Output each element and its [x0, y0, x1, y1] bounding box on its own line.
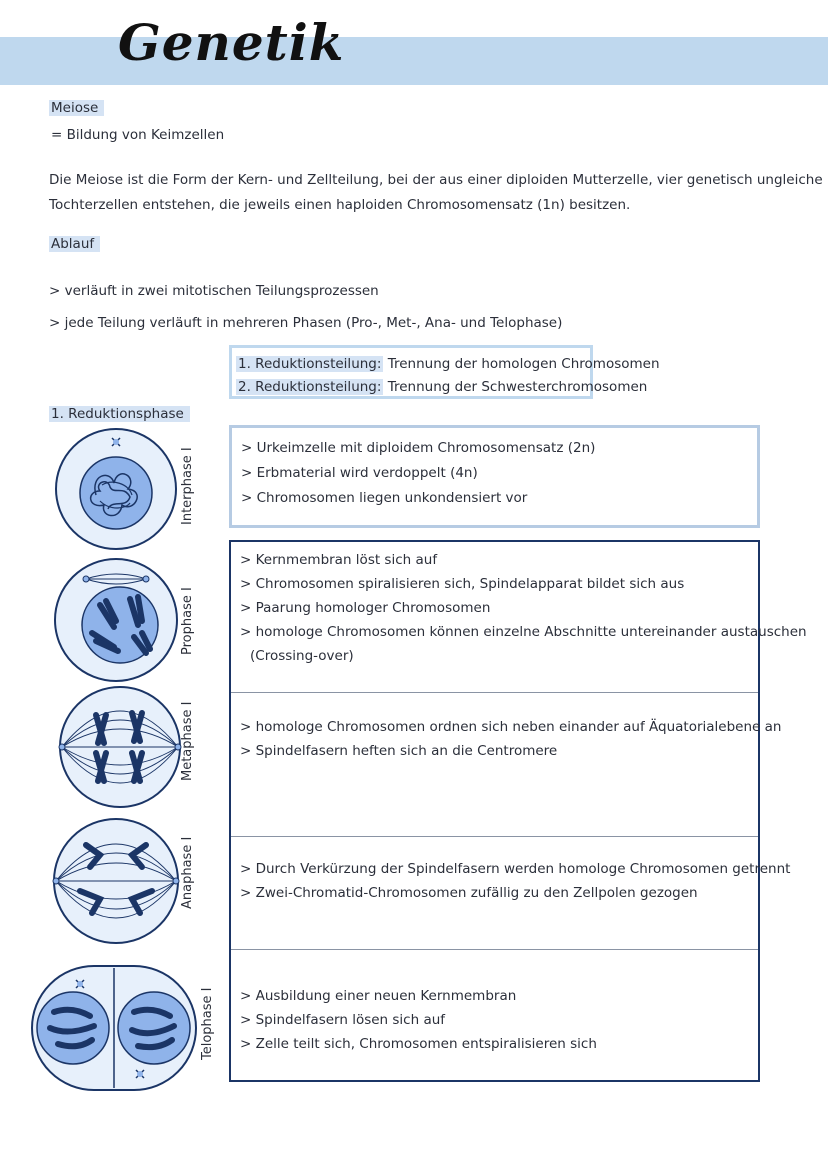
meiose-definition: = Bildung von Keimzellen: [51, 127, 225, 143]
phase-item: > Kernmembran löst sich auf: [240, 552, 438, 568]
phase-item: > Zwei-Chromatid-Chromosomen zufällig zu den Zellpolen gezogen: [240, 885, 698, 901]
phases-box: [229, 540, 807, 1082]
phase-item: > Durch Verkürzung der Spindelfasern werden homologe Chromosomen getrennt: [240, 861, 791, 877]
ablauf-heading: Ablauf: [49, 236, 100, 252]
phase-item: > Chromosomen liegen unkondensiert vor: [241, 490, 528, 506]
prophase-section: [231, 542, 807, 692]
metaphase-section: [231, 692, 782, 836]
phase-item: > homologe Chromosomen können einzelne Abschnitte untereinander austauschen: [240, 624, 807, 640]
phase-item: > Erbmaterial wird verdoppelt (4n): [241, 465, 478, 481]
reduktion-line: 2. Reduktionsteilung: Trennung der Schwesterchromosomen: [238, 379, 648, 395]
prophase-cell-icon: [30, 555, 230, 685]
telophase-diagram: [28, 960, 228, 1095]
telophase-cell-icon: [28, 960, 228, 1095]
ablauf-point: > jede Teilung verläuft in mehreren Phasen (Pro-, Met-, Ana- und Telophase): [49, 315, 563, 331]
meiose-paragraph: [49, 168, 823, 218]
page-title: Genetik: [118, 13, 345, 72]
interphase-diagram: [30, 425, 230, 555]
phase-item: > Urkeimzelle mit diploidem Chromosomensatz (2n): [241, 440, 596, 456]
phase-item: > Spindelfasern heften sich an die Centromere: [240, 743, 558, 759]
phase-label: Metaphase I: [180, 701, 195, 781]
prophase-diagram: [30, 555, 230, 685]
meiose-heading: Meiose: [49, 100, 104, 116]
paragraph-line: Tochterzellen entstehen, die jeweils einen haploiden Chromosomensatz (1n) besitzen.: [49, 197, 631, 213]
phase-label: Telophase I: [200, 987, 215, 1060]
interphase-cell-icon: [30, 425, 230, 555]
phase-item: > Ausbildung einer neuen Kernmembran: [240, 988, 517, 1004]
anaphase-cell-icon: [30, 815, 230, 945]
reduktion-box: [229, 345, 660, 399]
phase-item: > Zelle teilt sich, Chromosomen entspiralisieren sich: [240, 1036, 597, 1052]
phase-item: > Chromosomen spiralisieren sich, Spindelapparat bildet sich aus: [240, 576, 685, 592]
paragraph-line: Die Meiose ist die Form der Kern- und Zellteilung, bei der aus einer diploiden Mutterzelle, vier genetisch ungleiche: [49, 172, 823, 188]
phase-item: > homologe Chromosomen ordnen sich neben einander auf Äquatorialebene an: [240, 719, 782, 735]
phase-item: > Paarung homologer Chromosomen: [240, 600, 491, 616]
anaphase-diagram: [30, 815, 230, 945]
anaphase-section: [231, 836, 791, 949]
phase-item: (Crossing-over): [250, 648, 354, 664]
metaphase-diagram: [30, 685, 230, 815]
phase-label: Prophase I: [180, 587, 195, 655]
phase-item: > Spindelfasern lösen sich auf: [240, 1012, 446, 1028]
interphase-box: [229, 425, 760, 528]
reduktion-line: 1. Reduktionsteilung: Trennung der homologen Chromosomen: [238, 356, 660, 372]
ablauf-point: > verläuft in zwei mitotischen Teilungsprozessen: [49, 283, 379, 299]
phase-heading: 1. Reduktionsphase: [49, 406, 190, 422]
metaphase-cell-icon: [30, 685, 230, 815]
phase-label: Interphase I: [180, 447, 195, 525]
telophase-section: [231, 949, 758, 1079]
phase-label: Anaphase I: [180, 836, 195, 909]
